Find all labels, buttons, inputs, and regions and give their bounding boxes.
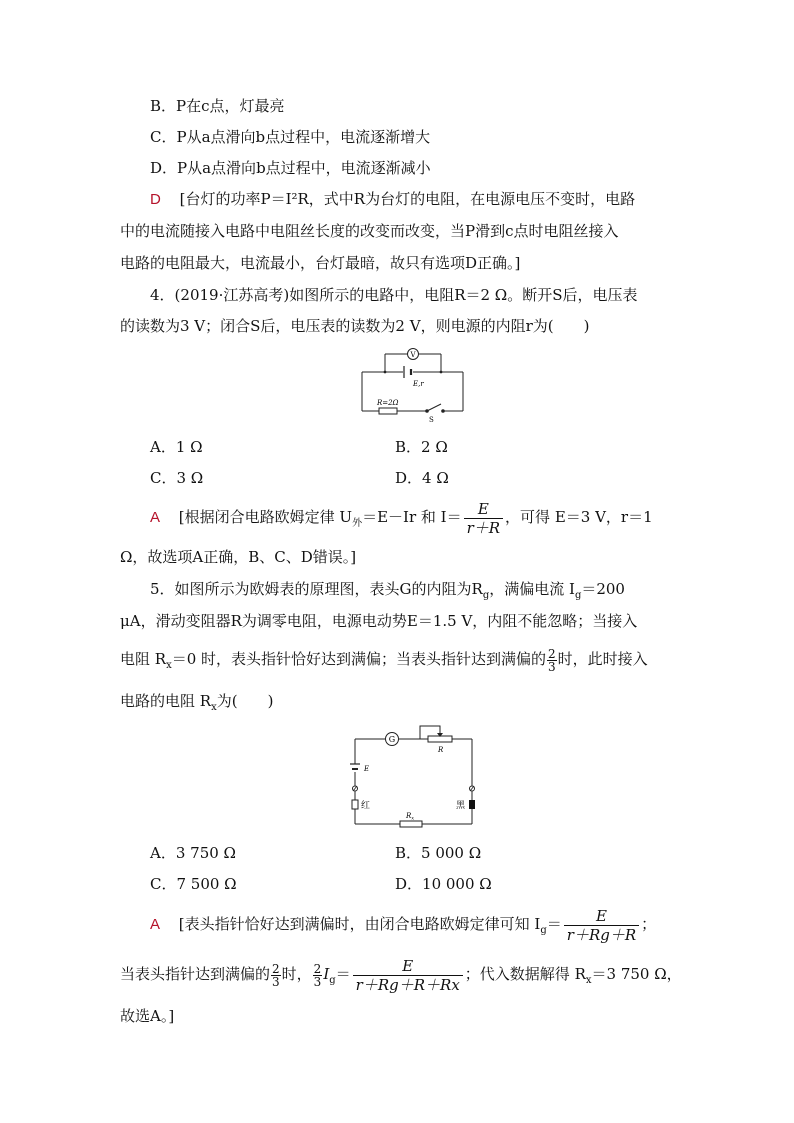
q5-option-d: D．10 000 Ω [395,875,492,893]
q5-expl2-frac-a-den: 3 [272,974,280,989]
q5-expl2-ig: I [323,965,330,983]
q5-stem-line2: μA，滑动变阻器R为调零电阻，电源电动势E＝1.5 V，内阻不能忽略；当接入 [120,612,638,630]
q5-expl2-frac-b-den: 3 [313,974,322,989]
q5-stem3-frac-num: 2 [548,646,556,661]
q5-stem3-post: 时，此时接入 [557,650,648,668]
q5-explanation-line2 [120,953,682,995]
q4-resistor-label: R=2Ω [377,399,399,407]
q5-emf-label: E [364,765,370,773]
q4-switch-label: S [429,416,434,424]
q4-expl-sub: 外 [352,518,363,529]
q5-expl2-frac-a [271,963,281,988]
q5-expl2-frac-b-num: 2 [313,961,322,976]
q4-stem-line1: 4．(2019·江苏高考)如图所示的电路中，电阻R＝2 Ω。断开S后，电压表 [150,286,638,304]
q5-expl1-num: E [564,907,639,926]
q3-explanation-line2: 中的电流随接入电路中电阻丝长度的改变而改变，当P滑到c点时电阻丝接入 [120,222,619,240]
q5-expl2-ig-sub: g [329,975,336,986]
q5-stem3-mid: ＝0 时，表头指针恰好达到满偏；当表头指针达到满偏的 [171,650,547,668]
q5-option-b: B．5 000 Ω [395,844,482,862]
q5-rheostat-label: R [438,746,444,754]
q5-expl1-fraction [564,907,639,944]
q5-expl2-fraction [353,957,463,994]
q5-stem-line4 [120,690,273,719]
q4-frac-num: E [464,500,503,519]
q5-stem3-frac-den: 3 [548,659,556,674]
q5-galvanometer-label: G [388,735,396,744]
q5-expl2-num: E [353,957,463,976]
q5-stem-line1 [150,578,625,607]
q4-expl-mid: ＝E－Ir 和 I＝ [362,508,462,526]
q5-expl2-end: ＝3 750 Ω， [591,965,682,983]
q5-rx-sub: x [411,815,415,822]
q4-frac-den: r＋R [466,518,501,537]
q5-expl1-post: ； [641,915,657,933]
q5-stem1-sub2: g [574,590,582,601]
q5-stem4-sub: x [211,702,217,713]
q5-expl2-mid: 时， [281,965,312,983]
q5-black-label: 黑 [456,801,466,811]
q5-expl2-sub: x [585,975,592,986]
q5-stem3-pre: 电阻 R [120,650,167,668]
q5-expl2-eq: ＝ [335,965,351,983]
q5-expl1-eq: ＝ [546,915,562,933]
q5-expl2-frac-b [313,963,323,988]
q5-expl1-pre: [表头指针恰好达到满偏时，由闭合电路欧姆定律可知 I [178,915,541,933]
q5-red-label: 红 [361,801,371,811]
q5-option-c: C．7 500 Ω [150,875,237,893]
q3-explanation-line1 [150,188,635,211]
q3-option-b: B．P在c点，灯最亮 [150,97,285,115]
q5-expl1-sub: g [540,925,547,936]
q4-circuit-figure [355,342,470,427]
q5-option-a: A．3 750 Ω [150,844,236,862]
q5-answer-letter: A [150,916,161,933]
q5-explanation-line3: 故选A。] [120,1007,175,1025]
q4-option-a: A．1 Ω [150,438,203,456]
q5-expl2-den: r＋Rg＋R＋Rx [355,975,460,994]
q5-stem3-sub: x [166,660,172,671]
q5-expl2-frac-a-num: 2 [272,961,280,976]
q5-stem1-end: ＝200 [581,580,625,598]
q5-expl2-post: ；代入数据解得 R [464,965,586,983]
q5-stem1-sub: g [482,590,490,601]
q5-explanation-line1 [150,903,656,945]
q5-stem4-pre: 电路的电阻 R [120,692,212,710]
q5-expl2-pre: 当表头指针达到满偏的 [120,965,271,983]
q5-stem1-post: ，满偏电流 I [489,580,575,598]
q4-voltmeter-label: V [410,351,416,359]
q4-explanation-line2: Ω，故选项A正确，B、C、D错误。] [120,548,357,566]
q4-expl-post: ，可得 E＝3 V，r＝1 [505,508,653,526]
q5-stem1-text: 5．如图所示为欧姆表的原理图，表头G的内阻为R [150,580,483,598]
q5-stem3-fraction [547,648,557,673]
q5-circuit-figure [348,720,483,832]
q5-stem-line3 [120,642,648,676]
q4-option-c: C．3 Ω [150,469,204,487]
q3-answer-letter: D [150,191,161,208]
q4-expl-pre: [根据闭合电路欧姆定律 U [178,508,353,526]
q4-option-b: B．2 Ω [395,438,448,456]
q4-stem-line2: 的读数为3 V；闭合S后，电压表的读数为2 V，则电源的内阻r为( ) [120,317,590,335]
q4-fraction [464,500,503,537]
q4-source-label: E,r [413,380,424,388]
q5-rx-label [405,812,414,822]
q5-expl1-den: r＋Rg＋R [566,925,637,944]
q5-stem4-post: 为( ) [216,692,274,710]
q3-option-d: D．P从a点滑向b点过程中，电流逐渐减小 [150,159,431,177]
q3-explanation-line3: 电路的电阻最大，电流最小，台灯最暗，故只有选项D正确。] [120,254,521,272]
q5-rx-main: R [406,812,412,820]
q3-explanation-text1: [台灯的功率P＝I²R，式中R为台灯的电阻，在电源电压不变时，电路 [179,190,636,208]
q4-option-d: D．4 Ω [395,469,449,487]
q3-option-c: C．P从a点滑向b点过程中，电流逐渐增大 [150,128,431,146]
q4-explanation-line1 [150,497,653,537]
q4-answer-letter: A [150,509,161,526]
